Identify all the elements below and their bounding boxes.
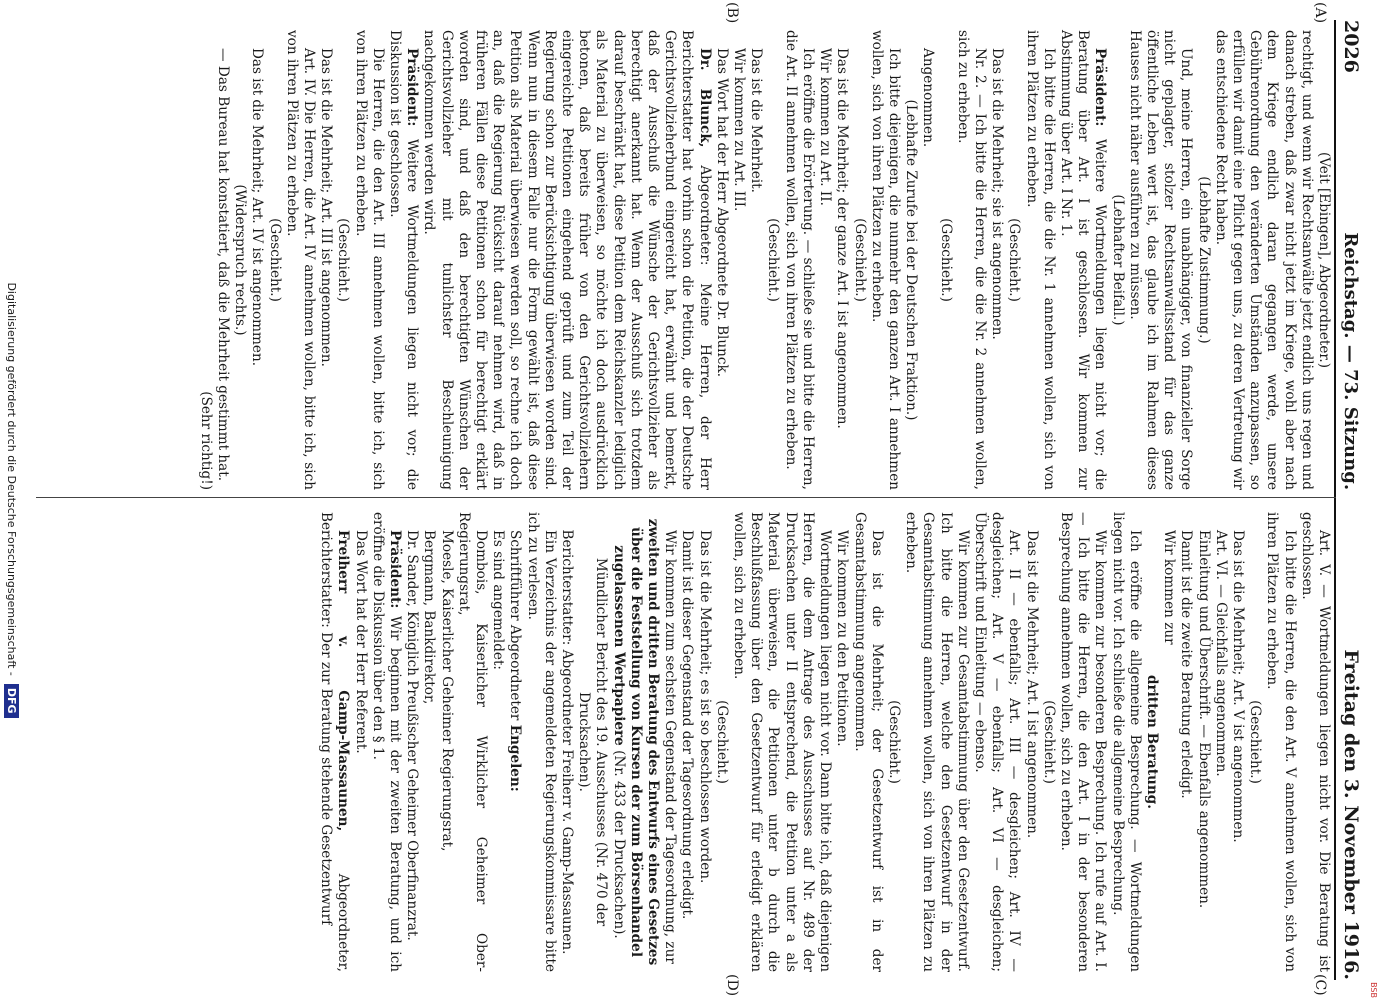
paragraph: (Geschieht.) (765, 218, 782, 302)
page-header (1334, 20, 1366, 980)
paragraph: Moesle, Kaiserlicher Geheimer Regierungsrat, (438, 530, 455, 852)
paragraph: Präsident: Weitere Wortmeldungen liegen nicht vor; die Diskussion ist geschlossen. (387, 30, 421, 490)
paragraph: Art. II — ebenfalls; Art. III — desgleichen; Art. IV — desgleichen; Art. V — ebenfalls; Art. VI — desgleichen; Überschrift und Einleitung — ebenso. (971, 512, 1023, 972)
paragraph: Und, meine Herren, ein unabhängiger, von finanzieller Sorge nicht geplagter, stolzer Rechtsanwaltsstand für das ganze öffentliche Leben wert ist, das glaube ich im Rahmen dieses Hauses nicht näher ausführen zu müssen. (1126, 30, 1195, 490)
paragraph: (Sehr richtig!) (197, 391, 214, 490)
margin-marker-a: (A) (1312, 2, 1328, 24)
paragraph: Ich bitte diejenigen, die nunmehr den ganzen Art. I annehmen wollen, sich von ihren Plätzen zu erheben. (868, 30, 902, 490)
paragraph: zweiten und dritten Beratung des Entwurfs eines Gesetzes über die Feststellung von Kursen der zum Börsenhandel zugelassenen Wertpapiere (Nr. 433 der Drucksachen). (610, 518, 662, 966)
paragraph: Es sind angemeldet: (490, 530, 507, 670)
paragraph: (Geschieht.) (1006, 218, 1023, 302)
paragraph: (Widerspruch rechts.) (232, 184, 249, 336)
paragraph: Ich eröffne die Erörterung. — schließe sie und bitte die Herren, die Art. II annehmen wollen, sich von ihren Plätzen zu erheben. (782, 30, 816, 490)
dfg-logo: DFG (4, 684, 19, 718)
paragraph: Das ist die Mehrheit; der ganze Art. I ist angenommen. (834, 48, 851, 429)
paragraph: (Geschieht.) (713, 700, 730, 784)
paragraph: Wir kommen zur besonderen Besprechung. Ich rufe auf Art. I. — Ich bitte die Herren, die den Art. I in der besonderen Besprechung annehmen wollen, sich zu erheben. (1057, 512, 1109, 972)
paragraph: Wir kommen zu Art. III. (731, 48, 748, 212)
paragraph: (Veit [Ebingen], Abgeordneter.) (1316, 151, 1332, 369)
paragraph: (Geschieht.) (885, 700, 902, 784)
paragraph: Berichterstatter: Abgeordneter Freiherr v. Gamp-Massaunen. (559, 529, 576, 955)
paragraph: Damit ist dieser Gegenstand der Tagesordnung erledigt. (679, 530, 696, 920)
paragraph: Die Herren, die den Art. III annehmen wollen, bitte ich, sich von ihren Plätzen zu erheben. (352, 30, 386, 490)
paragraph: Angenommen. (920, 48, 937, 148)
margin-marker-b: (B) (724, 2, 740, 24)
column-divider (36, 497, 1336, 498)
right-column (317, 512, 1332, 972)
library-stamp: BSB (1369, 982, 1378, 998)
paragraph: (Geschieht.) (851, 218, 868, 302)
header-date: Freitag den 3. November 1916. (1340, 649, 1362, 980)
paragraph: Das ist die Mehrheit; Art. V ist angenommen. (1229, 530, 1246, 843)
paragraph: Das ist die Mehrheit; sie ist angenommen. (989, 48, 1006, 340)
header-title: Reichstag. — 73. Sitzung. (1340, 232, 1361, 491)
paragraph: Damit ist die zweite Beratung erledigt. (1178, 530, 1195, 799)
paragraph: Art. VI. — Gleichfalls angenommen. (1212, 530, 1229, 777)
paragraph: Wir kommen zur (1161, 530, 1178, 645)
paragraph: Schriftführer Abgeordneter Engelen: (507, 530, 524, 792)
paragraph: Dr. Blunck, Abgeordneter: Meine Herren, der Herr Berichterstatter hat vorhin schon die Petition, die der Deutsche Gerichtsvollzieherbund eingereicht hat, erwähnt und bemerkt, daß der Ausschuß die Wünsche der Gerichtsvollzieher als berechtigt anerkannt hat. Wenn der Ausschuß sich trotzdem darauf beschränkt hat, diese Petition dem Reichskanzler lediglich als Material zu überweisen, so möchte ich doch ausdrücklich betonen, daß bereits früher von den Gerichtsvollziehern eingereichte Petitionen eingehend geprüft und zum Teil der Regierung schon zur Berücksichtigung überwiesen worden sind. Wenn nun in diesem Falle nur die Form gewählt ist, daß diese Petition als Material überwiesen werden soll, so rechne ich doch an, daß die Regierung Rücksicht darauf nehmen wird, daß in früheren Fällen diese Petitionen schon für berechtigt erklärt worden sind, und daß den berechtigten Wünschen der Gerichtsvollzieher mit tunlichster Beschleunigung nachgekommen werden wird. (421, 30, 713, 490)
paragraph: (Geschieht.) (335, 218, 352, 302)
paragraph: Art. IV. Die Herren, die Art. IV annehmen wollen, bitte ich, sich von ihren Plätzen zu erheben. (283, 30, 318, 490)
paragraph: Dr. Sander, Königlich Preußischer Geheimer Oberfinanzrat. (404, 530, 421, 941)
margin-marker-c: (C) (1312, 974, 1328, 996)
margin-marker-d: (D) (724, 974, 740, 997)
paragraph: (Lebhafte Zurufe bei der Deutschen Fraktion.) (903, 99, 920, 421)
paragraph: Nr. 2. — Ich bitte die Herren, die die Nr. 2 annehmen wollen, sich zu erheben. (954, 30, 988, 490)
paragraph: Präsident: Weitere Wortmeldungen liegen nicht vor; die Beratung über Art. I ist geschlossen. Wir kommen zur Abstimmung über Art. I Nr. 1. (1057, 30, 1109, 490)
paragraph: (Geschieht.) (266, 218, 283, 302)
paragraph: Einleitung und Überschrift. — Ebenfalls angenommen. (1195, 530, 1212, 909)
paragraph: Das ist die Mehrheit; Art. III ist angenommen. (318, 48, 335, 367)
page-number: 2026 (1340, 20, 1362, 73)
paragraph: Bergmann, Bankdirektor, (421, 530, 438, 705)
paragraph: Das ist die Mehrheit. (748, 48, 765, 193)
footer-credit: Digitalisierung gefördert durch die Deutsche Forschungsgemeinschaft - (5, 282, 18, 676)
paragraph: Präsident: Wir beginnen mit der zweiten Beratung, und ich eröffne die Diskussion über den § 1. (369, 512, 404, 972)
paragraph: Wir kommen zur Gesamtabstimmung über den Gesetzentwurf. Ich bitte die Herren, welche den Gesetzentwurf in der Gesamtabstimmung annehmen wollen, sich von ihren Plätzen zu erheben. (903, 512, 971, 972)
paragraph: Das ist die Mehrheit; Art. IV ist angenommen. (249, 48, 266, 367)
paragraph: Das ist die Mehrheit; der Gesetzentwurf ist in der Gesamtabstimmung angenommen. (851, 512, 885, 972)
paragraph: Wortmeldungen liegen nicht vor. Dann bitte ich, daß diejenigen Herren, die dem Antrage des Ausschusses auf Nr. 489 der Drucksachen unter II entsprechend, die Petition unter a als Material überweisen, die Petitionen unter b durch die Beschlußfassung über den Gesetzentwurf für erledigt erklären wollen, sich zu erheben. (731, 512, 834, 972)
paragraph: Freiherr v. Gamp-Massaunen, Abgeordneter, Berichterstatter: Der zur Beratung stehende Gesetzentwurf (318, 512, 352, 972)
paragraph: (Geschieht.) (937, 218, 954, 302)
paragraph: (Geschieht.) (1040, 700, 1057, 784)
paragraph: rechtigt, und wenn wir Rechtsanwälte jetzt endlich uns regen und danach streben, daß zwar nicht jetzt im Kriege, wohl aber nach dem Kriege endlich daran gegangen werde, unsere Gebührenordnung den veränderten Umständen anzupassen, so erfüllen wir damit eine Pflicht gegen uns, zu deren Vertretung wir das entschiedene Recht haben. (1212, 30, 1315, 490)
paragraph: Wir kommen zu Art. II. (817, 48, 834, 206)
paragraph: Ich eröffne die allgemeine Besprechung. — Wortmeldungen liegen nicht vor. Ich schließe die allgemeine Besprechung. (1109, 512, 1143, 972)
paragraph: (Lebhafter Beifall.) (1109, 194, 1126, 326)
paragraph: Ich bitte die Herren, die die Nr. 1 annehmen wollen, sich von ihren Plätzen zu erheben. (1023, 30, 1057, 490)
paragraph: Ich bitte die Herren, die den Art. V annehmen wollen, sich von ihren Plätzen zu erheben. (1264, 512, 1298, 972)
paragraph: Das Wort hat der Herr Abgeordnete Dr. Blunck. (713, 48, 730, 378)
paragraph: dritten Beratung. (1143, 674, 1160, 810)
paragraph: (Geschieht.) (1247, 700, 1264, 784)
paragraph: Das ist die Mehrheit; Art. I ist angenommen. (1023, 530, 1040, 839)
paragraph: Wir kommen zu den Petitionen. (834, 530, 851, 747)
paragraph: Das Wort hat der Herr Referent. (352, 530, 369, 754)
paragraph: — Das Bureau hat konstatiert, daß die Mehrheit gestimmt hat. (215, 48, 231, 482)
paragraph: Art. V. — Wortmeldungen liegen nicht vor. Die Beratung ist geschlossen. (1298, 512, 1332, 972)
paragraph: Dombois, Kaiserlicher Wirklicher Geheimer Ober-Regierungsrat, (455, 512, 490, 972)
paragraph: Mündlicher Bericht des 19. Ausschusses (Nr. 470 der Drucksachen). (576, 557, 610, 927)
page-footer (4, 0, 19, 1000)
left-column (197, 30, 1332, 490)
paragraph: Das ist die Mehrheit; es ist so beschlossen worden. (696, 530, 713, 884)
paragraph: (Lebhafte Zustimmung.) (1195, 176, 1212, 344)
paragraph: Wir kommen zum sechsten Gegenstand der Tagesordnung, zur (662, 530, 679, 964)
paragraph: Ein Verzeichnis der angemeldeten Regierungskommissare bitte ich zu verlesen. (524, 512, 558, 972)
